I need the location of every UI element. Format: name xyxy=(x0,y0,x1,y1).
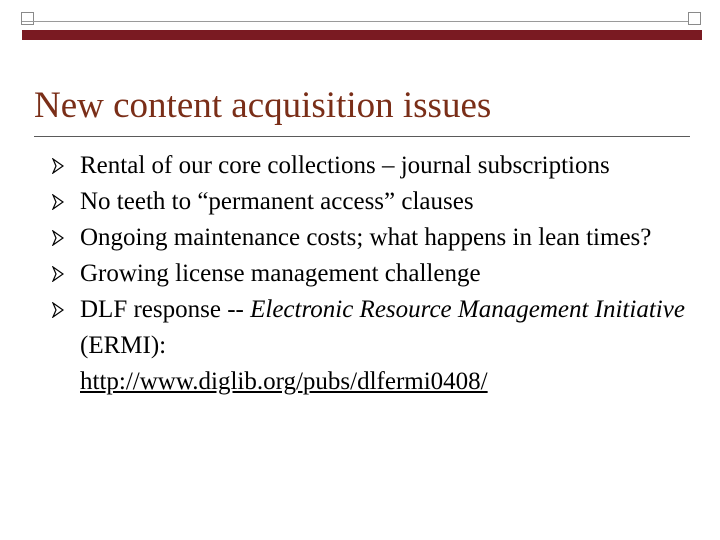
arrowhead-bullet-icon xyxy=(52,266,64,282)
bullet-item xyxy=(0,220,720,256)
arrowhead-bullet-icon xyxy=(52,158,64,174)
bullet-text-prefix: DLF response -- xyxy=(80,296,251,323)
bullet-list xyxy=(0,148,720,400)
bullet-text-suffix: (ERMI): xyxy=(80,296,692,359)
title-divider xyxy=(34,136,690,137)
bullet-text: Growing license management challenge xyxy=(80,260,481,287)
arrowhead-bullet-icon xyxy=(52,194,64,210)
bullet-item xyxy=(0,148,720,184)
slide-title: New content acquisition issues xyxy=(34,85,492,126)
corner-square-left-icon xyxy=(21,12,34,25)
bullet-item xyxy=(0,184,720,220)
bullet-text: Rental of our core collections – journal subscriptions xyxy=(80,152,610,179)
bullet-item xyxy=(0,256,720,292)
arrowhead-bullet-icon xyxy=(52,230,64,246)
arrowhead-bullet-icon xyxy=(52,302,64,318)
ermi-link[interactable]: http://www.diglib.org/pubs/dlfermi0408/ xyxy=(80,368,488,395)
corner-square-right-icon xyxy=(688,12,701,25)
bullet-text: No teeth to “permanent access” clauses xyxy=(80,188,474,215)
initiative-name: Electronic Resource Management Initiative xyxy=(250,296,685,323)
bullet-item xyxy=(0,292,720,400)
header-rule xyxy=(22,21,688,22)
header-accent-bar xyxy=(22,30,702,40)
bullet-text: Ongoing maintenance costs; what happens in lean times? xyxy=(80,224,652,251)
